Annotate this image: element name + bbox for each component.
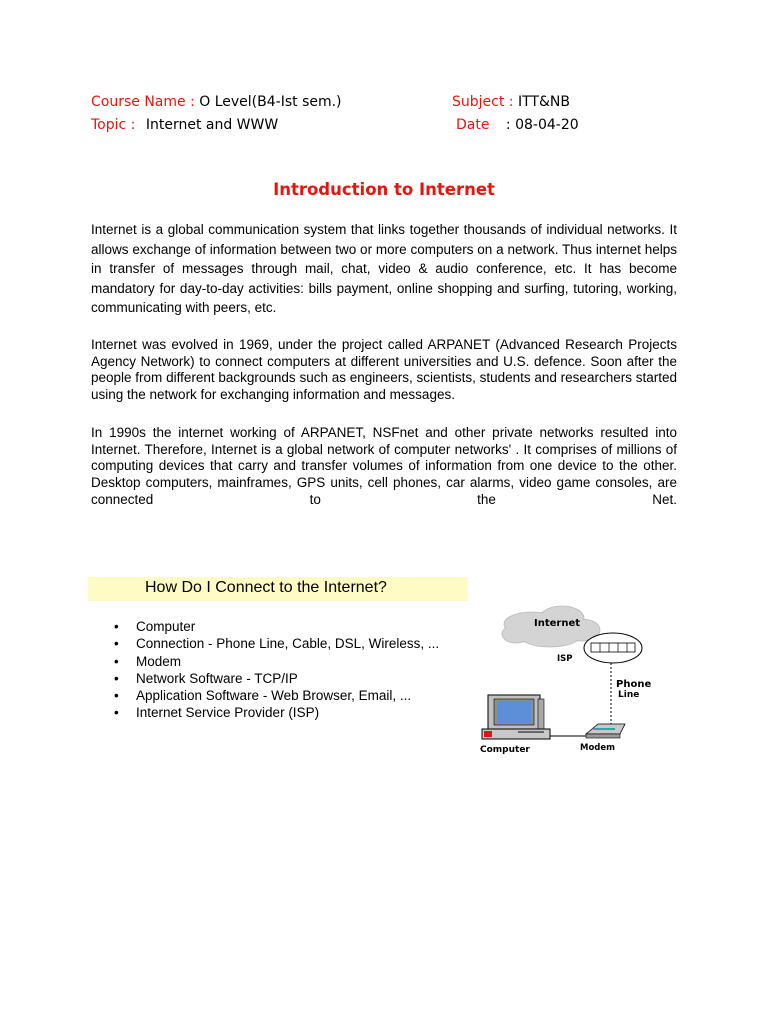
bullet-icon: • xyxy=(114,636,119,652)
section-heading: How Do I Connect to the Internet? xyxy=(145,579,387,596)
date-line xyxy=(456,117,579,133)
subject-line xyxy=(452,94,570,110)
bullet-icon: • xyxy=(114,705,119,721)
topic-line xyxy=(91,117,278,133)
requirements-list xyxy=(112,618,439,722)
internet-label: Internet xyxy=(534,618,581,629)
modem-label: Modem xyxy=(580,743,616,753)
course-line xyxy=(91,94,342,110)
date-separator: : xyxy=(505,117,511,133)
list-item: • Connection - Phone Line, Cable, DSL, Wireless, ... xyxy=(114,636,440,652)
paragraph-3: In 1990s the internet working of ARPANET, NSFnet and other private networks resulted into Internet. Therefore, Internet is a global network of computer networks' . It comprises of millions of computing devices that carry and transfer volumes of information from one device to the other. Desktop computers, mainframes, GPS units, cell phones, car alarms, video game consoles, are connected to the Net. xyxy=(91,425,677,507)
bullet-icon: • xyxy=(114,670,119,686)
course-label: Course Name : xyxy=(91,94,195,110)
bullet-icon: • xyxy=(114,653,119,669)
date-value: 08-04-20 xyxy=(515,117,579,133)
isp-hub-icon xyxy=(584,633,642,663)
subject-label: Subject : xyxy=(452,94,514,110)
date-label: Date xyxy=(456,117,490,133)
line-label: Line xyxy=(618,690,640,700)
list-item: • Network Software - TCP/IP xyxy=(114,670,298,686)
bullet-icon: • xyxy=(114,619,119,634)
bullet-icon: • xyxy=(114,688,119,704)
list-item: • Modem xyxy=(114,653,182,669)
paragraph-1: Internet is a global communication system that links together thousands of individual networks. It allows exchange of information between two or more computers on a network. Thus internet helps in transfer of messages through mail, chat, video & audio conference, etc. It has become mandatory for day-to-day activities: bills payment, online shopping and surfing, tutoring, working, communicating with peers, etc. xyxy=(91,222,677,315)
connection-diagram xyxy=(470,600,700,760)
computer-label: Computer xyxy=(480,745,530,755)
page-title: Introduction to Internet xyxy=(273,180,495,199)
paragraph-2: Internet was evolved in 1969, under the project called ARPANET (Advanced Research Projects Agency Network) to connect computers at different universities and U.S. defence. Soon after the people from different backgrounds such as engineers, scientists, students and researchers started using the network for exchanging information and messages. xyxy=(91,337,677,403)
list-item: • Application Software - Web Browser, Email, ... xyxy=(114,688,412,704)
list-item: • Computer xyxy=(114,619,196,634)
course-value: O Level(B4-Ist sem.) xyxy=(199,94,342,110)
modem-icon xyxy=(586,724,625,738)
isp-label: ISP xyxy=(557,654,573,664)
topic-label: Topic : xyxy=(91,117,136,133)
topic-value: Internet and WWW xyxy=(145,117,279,133)
subject-value: ITT&NB xyxy=(517,94,570,110)
list-item: • Internet Service Provider (ISP) xyxy=(114,705,320,721)
computer-icon xyxy=(482,695,550,739)
phone-label: Phone xyxy=(616,679,652,690)
section-banner xyxy=(88,577,468,601)
